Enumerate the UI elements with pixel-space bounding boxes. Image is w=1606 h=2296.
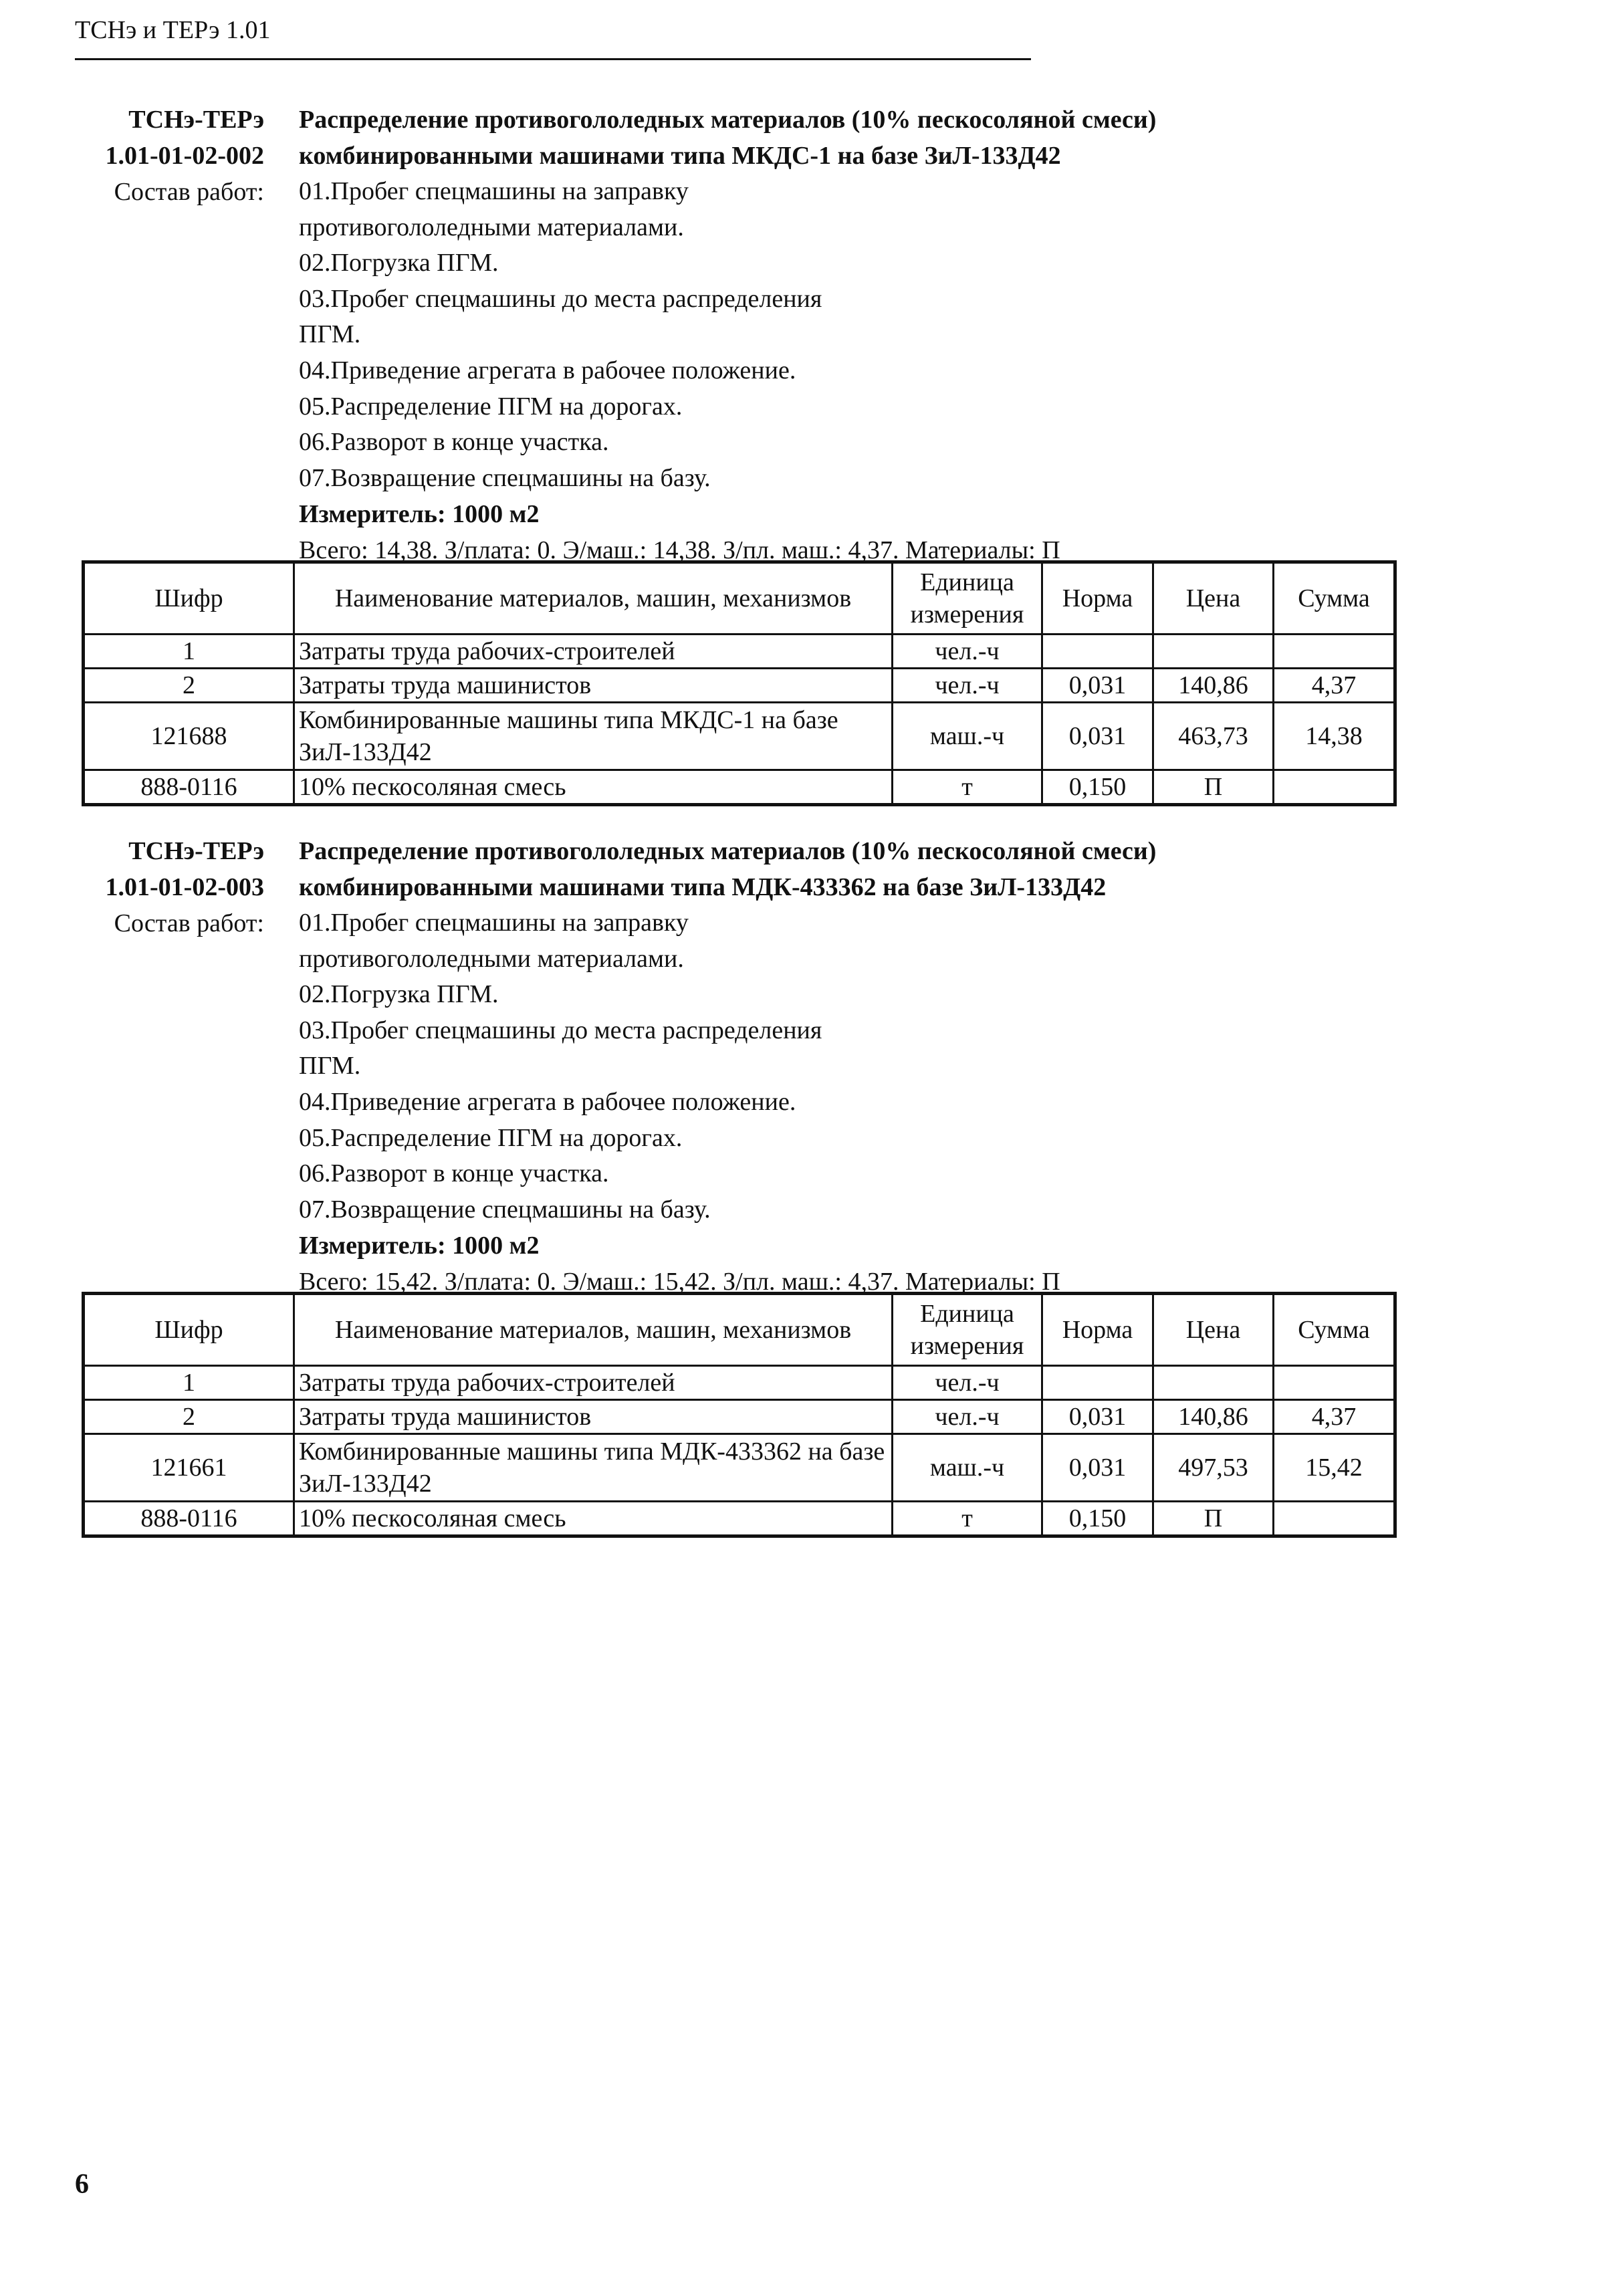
cell-unit: чел.-ч <box>893 669 1042 703</box>
header-unit: Единица измерения <box>893 562 1042 635</box>
cell-code: 121661 <box>84 1434 294 1502</box>
work-item: противогололедными материалами. <box>299 213 684 241</box>
table-row <box>84 1434 1395 1502</box>
work-item: 05.Распределение ПГМ на дорогах. <box>299 392 683 421</box>
cell-name: Затраты труда машинистов <box>294 669 893 703</box>
table-row <box>84 770 1395 805</box>
cell-price: 497,53 <box>1153 1434 1274 1502</box>
table-row <box>84 669 1395 703</box>
totals-line: Всего: 14,38. З/плата: 0. Э/маш.: 14,38. З/пл. маш.: 4,37. Материалы: П <box>299 536 1060 564</box>
cell-price: П <box>1153 1502 1274 1536</box>
cell-name: Комбинированные машины типа МКДС-1 на базе ЗиЛ-133Д42 <box>294 703 893 770</box>
header-sum: Сумма <box>1274 1294 1395 1366</box>
cell-unit: маш.-ч <box>893 703 1042 770</box>
table-row <box>84 1400 1395 1434</box>
work-item: 02.Погрузка ПГМ. <box>299 980 499 1009</box>
cell-name: 10% пескосоляная смесь <box>294 770 893 805</box>
cell-name: 10% пескосоляная смесь <box>294 1502 893 1536</box>
running-head: ТСНэ и ТЕРэ 1.01 <box>75 16 271 44</box>
work-item: 07.Возвращение спецмашины на базу. <box>299 1195 711 1224</box>
work-item: 06.Разворот в конце участка. <box>299 1159 609 1188</box>
cell-code: 1 <box>84 1366 294 1400</box>
cell-norm <box>1042 1366 1153 1400</box>
measure-unit: Измеритель: 1000 м2 <box>299 1232 540 1260</box>
measure-unit: Измеритель: 1000 м2 <box>299 500 540 528</box>
cell-code: 2 <box>84 669 294 703</box>
header-name: Наименование материалов, машин, механизмов <box>294 562 893 635</box>
work-item: 07.Возвращение спецмашины на базу. <box>299 463 711 492</box>
work-item: 05.Распределение ПГМ на дорогах. <box>299 1123 683 1152</box>
cell-price: 140,86 <box>1153 669 1274 703</box>
cell-norm: 0,150 <box>1042 770 1153 805</box>
cell-price: 140,86 <box>1153 1400 1274 1434</box>
header-unit: Единица измерения <box>893 1294 1042 1366</box>
cell-norm: 0,031 <box>1042 1434 1153 1502</box>
cell-unit: чел.-ч <box>893 1400 1042 1434</box>
header-sum: Сумма <box>1274 562 1395 635</box>
table-row <box>84 1502 1395 1536</box>
norm-code-number: 1.01-01-02-003 <box>105 873 264 901</box>
resources-table <box>82 560 1397 806</box>
header-code: Шифр <box>84 562 294 635</box>
cell-norm: 0,031 <box>1042 1400 1153 1434</box>
cell-sum: 14,38 <box>1274 703 1395 770</box>
cell-price: П <box>1153 770 1274 805</box>
totals-line: Всего: 15,42. З/плата: 0. Э/маш.: 15,42. З/пл. маш.: 4,37. Материалы: П <box>299 1268 1060 1296</box>
cell-sum <box>1274 770 1395 805</box>
resources-table <box>82 1292 1397 1538</box>
table-header-row <box>84 1294 1395 1366</box>
work-items-list <box>299 174 822 496</box>
work-item: ПГМ. <box>299 1052 361 1080</box>
cell-code: 888-0116 <box>84 1502 294 1536</box>
cell-sum: 4,37 <box>1274 669 1395 703</box>
cell-norm <box>1042 635 1153 669</box>
cell-code: 2 <box>84 1400 294 1434</box>
cell-norm: 0,150 <box>1042 1502 1153 1536</box>
work-item: 06.Разворот в конце участка. <box>299 428 609 457</box>
header-norm: Норма <box>1042 1294 1153 1366</box>
norm-title-line-1: Распределение противогололедных материалов (10% пескосоляной смеси) <box>299 106 1157 134</box>
work-item: 04.Приведение агрегата в рабочее положение. <box>299 1087 796 1116</box>
header-rule <box>75 58 1031 60</box>
cell-code: 121688 <box>84 703 294 770</box>
cell-unit: т <box>893 1502 1042 1536</box>
header-code: Шифр <box>84 1294 294 1366</box>
cell-norm: 0,031 <box>1042 669 1153 703</box>
work-item: 03.Пробег спецмашины до места распределения <box>299 284 822 313</box>
norm-code-prefix: ТСНэ-ТЕРэ <box>128 106 264 134</box>
work-item: 01.Пробег спецмашины на заправку <box>299 177 689 205</box>
table-row <box>84 703 1395 770</box>
cell-norm: 0,031 <box>1042 703 1153 770</box>
cell-sum <box>1274 1502 1395 1536</box>
header-price: Цена <box>1153 1294 1274 1366</box>
cell-sum <box>1274 635 1395 669</box>
work-item: 02.Погрузка ПГМ. <box>299 249 499 277</box>
norm-title-line-2: комбинированными машинами типа МДК-433362 на базе ЗиЛ-133Д42 <box>299 873 1107 901</box>
cell-sum <box>1274 1366 1395 1400</box>
work-item: противогололедными материалами. <box>299 944 684 973</box>
cell-unit: чел.-ч <box>893 1366 1042 1400</box>
cell-sum: 4,37 <box>1274 1400 1395 1434</box>
work-item: 01.Пробег спецмашины на заправку <box>299 909 689 937</box>
page-number: 6 <box>75 2169 89 2200</box>
cell-code: 1 <box>84 635 294 669</box>
work-items-list <box>299 905 822 1228</box>
cell-sum: 15,42 <box>1274 1434 1395 1502</box>
cell-price <box>1153 635 1274 669</box>
cell-name: Комбинированные машины типа МДК-433362 на базе ЗиЛ-133Д42 <box>294 1434 893 1502</box>
cell-unit: т <box>893 770 1042 805</box>
cell-price <box>1153 1366 1274 1400</box>
cell-name: Затраты труда рабочих-строителей <box>294 1366 893 1400</box>
table-row <box>84 635 1395 669</box>
work-item: ПГМ. <box>299 320 361 349</box>
table-header-row <box>84 562 1395 635</box>
norm-title-line-2: комбинированными машинами типа МКДС-1 на базе ЗиЛ-133Д42 <box>299 142 1061 170</box>
header-name: Наименование материалов, машин, механизмов <box>294 1294 893 1366</box>
cell-price: 463,73 <box>1153 703 1274 770</box>
norm-title-line-1: Распределение противогололедных материалов (10% пескосоляной смеси) <box>299 837 1157 865</box>
cell-unit: чел.-ч <box>893 635 1042 669</box>
cell-code: 888-0116 <box>84 770 294 805</box>
header-norm: Норма <box>1042 562 1153 635</box>
work-composition-label: Состав работ: <box>114 178 264 206</box>
work-composition-label: Состав работ: <box>114 909 264 937</box>
work-item: 04.Приведение агрегата в рабочее положение. <box>299 356 796 384</box>
norm-code-number: 1.01-01-02-002 <box>105 142 264 170</box>
work-item: 03.Пробег спецмашины до места распределения <box>299 1016 822 1044</box>
cell-name: Затраты труда рабочих-строителей <box>294 635 893 669</box>
table-row <box>84 1366 1395 1400</box>
norm-code-prefix: ТСНэ-ТЕРэ <box>128 837 264 865</box>
header-price: Цена <box>1153 562 1274 635</box>
cell-name: Затраты труда машинистов <box>294 1400 893 1434</box>
cell-unit: маш.-ч <box>893 1434 1042 1502</box>
